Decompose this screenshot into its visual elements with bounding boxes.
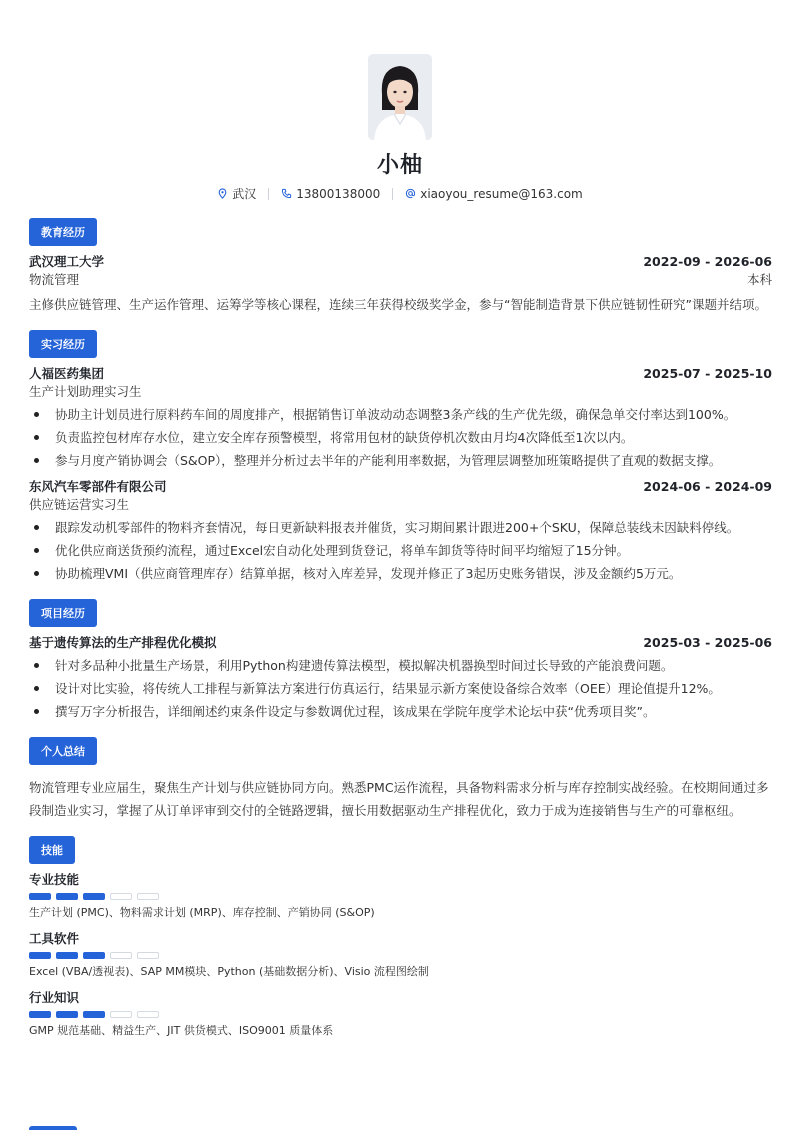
skills-section bbox=[29, 836, 772, 1038]
degree: 本科 bbox=[746, 272, 772, 287]
section-title-skills: 技能 bbox=[29, 836, 75, 864]
skill-level-filled bbox=[56, 952, 78, 959]
internship-role bbox=[29, 383, 772, 401]
list-item: 协助梳理VMI（供应商管理库存）结算单据，核对入库差异，发现并修正了3起历史账务错误，涉及金额约5万元。 bbox=[29, 562, 772, 585]
divider bbox=[268, 188, 269, 200]
list-item: 协助主计划员进行原料药车间的周度排产，根据销售订单波动动态调整3条产线的生产优先级，确保急单交付率达到100%。 bbox=[29, 403, 772, 426]
contact-email[interactable] bbox=[405, 187, 583, 201]
skill-level-empty bbox=[137, 952, 159, 959]
internship-role bbox=[29, 496, 772, 514]
project-section bbox=[29, 599, 772, 723]
section-title-project: 项目经历 bbox=[29, 599, 97, 627]
major: 物流管理 bbox=[29, 272, 80, 287]
skills-list bbox=[29, 871, 772, 1038]
contact-phone bbox=[281, 187, 380, 201]
section-title-internship: 实习经历 bbox=[29, 330, 97, 358]
company-name: 东风汽车零部件有限公司 bbox=[29, 479, 167, 494]
skill-level-empty bbox=[110, 952, 132, 959]
phone-text: 13800138000 bbox=[296, 186, 381, 201]
resume-header bbox=[0, 54, 800, 202]
project-header bbox=[29, 634, 772, 652]
summary-section bbox=[29, 737, 772, 822]
role-text: 生产计划助理实习生 bbox=[29, 384, 142, 399]
skill-name: 工具软件 bbox=[29, 931, 80, 946]
list-item: 针对多品种小批量生产场景，利用Python构建遗传算法模型，模拟解决机器换型时间过长导致的产能浪费问题。 bbox=[29, 654, 772, 677]
candidate-name: 小柚 bbox=[376, 153, 423, 178]
section-title-summary: 个人总结 bbox=[29, 737, 97, 765]
project-name: 基于遗传算法的生产排程优化模拟 bbox=[29, 635, 217, 650]
phone-icon bbox=[281, 188, 292, 199]
location-pin-icon bbox=[217, 188, 228, 199]
education-section bbox=[29, 218, 772, 316]
skill-level-meter bbox=[29, 1011, 772, 1018]
skill-name: 专业技能 bbox=[29, 872, 80, 887]
skill-level-filled bbox=[56, 893, 78, 900]
avatar-portrait bbox=[368, 54, 432, 140]
list-item: 参与月度产销协调会（S&OP），整理并分析过去半年的产能利用率数据，为管理层调整加班策略提供了直观的数据支撑。 bbox=[29, 449, 772, 472]
skill-description: 生产计划 (PMC)、物料需求计划 (MRP)、库存控制、产销协同 (S&OP) bbox=[29, 906, 375, 919]
list-item: 设计对比实验，将传统人工排程与新算法方案进行仿真运行，结果显示新方案使设备综合效率（OEE）理论值提升12%。 bbox=[29, 677, 772, 700]
skill-level-meter bbox=[29, 893, 772, 900]
education-header bbox=[29, 253, 772, 271]
skill-item bbox=[29, 930, 772, 979]
location-text: 武汉 bbox=[232, 187, 257, 201]
internship-header bbox=[29, 478, 772, 496]
role-text: 供应链运营实习生 bbox=[29, 497, 130, 512]
skill-level-filled bbox=[83, 952, 105, 959]
list-item: 撰写万字分析报告，详细阐述约束条件设定与参数调优过程，该成果在学院年度学术论坛中获“优秀项目奖”。 bbox=[29, 700, 772, 723]
email-text[interactable]: xiaoyou_resume@163.com bbox=[420, 186, 583, 201]
skill-level-empty bbox=[137, 1011, 159, 1018]
internship-bullets bbox=[29, 516, 772, 585]
skill-level-filled bbox=[29, 893, 51, 900]
project-period: 2025-03 - 2025-06 bbox=[643, 635, 772, 650]
list-item: 跟踪发动机零部件的物料齐套情况，每日更新缺料报表并催货，实习期间累计跟进200+个SKU，保障总装线未因缺料停线。 bbox=[29, 516, 772, 539]
internship-period: 2025-07 - 2025-10 bbox=[643, 366, 772, 381]
company-name: 人福医药集团 bbox=[29, 366, 105, 381]
internship-header bbox=[29, 365, 772, 383]
education-description: 主修供应链管理、生产运作管理、运筹学等核心课程，连续三年获得校级奖学金，参与“智能制造背景下供应链韧性研究”课题并结项。 bbox=[29, 297, 767, 312]
skill-level-meter bbox=[29, 952, 772, 959]
education-subrow bbox=[29, 271, 772, 289]
skill-level-filled bbox=[56, 1011, 78, 1018]
internship-entry bbox=[29, 478, 772, 585]
avatar bbox=[368, 54, 432, 140]
skill-name: 行业知识 bbox=[29, 990, 80, 1005]
skill-description: Excel (VBA/透视表)、SAP MM模块、Python (基础数据分析)、Visio 流程图绘制 bbox=[29, 965, 429, 978]
school-name: 武汉理工大学 bbox=[29, 254, 105, 269]
project-bullets bbox=[29, 654, 772, 723]
resume-body bbox=[29, 218, 772, 1052]
contact-bar bbox=[0, 185, 800, 202]
internship-entry bbox=[29, 365, 772, 472]
section-title-education: 教育经历 bbox=[29, 218, 97, 246]
internship-period: 2024-06 - 2024-09 bbox=[643, 479, 772, 494]
skill-level-filled bbox=[29, 1011, 51, 1018]
internship-bullets bbox=[29, 403, 772, 472]
contact-location bbox=[217, 185, 256, 202]
skill-level-empty bbox=[110, 1011, 132, 1018]
internship-section bbox=[29, 330, 772, 585]
skill-item bbox=[29, 989, 772, 1038]
skill-level-filled bbox=[29, 952, 51, 959]
summary-text: 物流管理专业应届生，聚焦生产计划与供应链协同方向。熟悉PMC运作流程，具备物料需求分析与库存控制实战经验。在校期间通过多段制造业实习，掌握了从订单评审到交付的全链路逻辑，擅长用数据驱动生产排程优化，致力于成为连接销售与生产的可靠枢纽。 bbox=[29, 780, 769, 818]
skill-description: GMP 规范基础、精益生产、JIT 供货模式、ISO9001 质量体系 bbox=[29, 1024, 334, 1037]
skill-level-filled bbox=[83, 893, 105, 900]
skill-level-empty bbox=[137, 893, 159, 900]
skill-level-empty bbox=[110, 893, 132, 900]
list-item: 优化供应商送货预约流程，通过Excel宏自动化处理到货登记，将单车卸货等待时间平均缩短了15分钟。 bbox=[29, 539, 772, 562]
next-section-pill bbox=[29, 1126, 77, 1130]
skill-level-filled bbox=[83, 1011, 105, 1018]
at-sign-icon bbox=[405, 188, 416, 199]
education-period: 2022-09 - 2026-06 bbox=[643, 254, 772, 269]
divider bbox=[392, 188, 393, 200]
list-item: 负责监控包材库存水位，建立安全库存预警模型，将常用包材的缺货停机次数由月均4次降低至1次以内。 bbox=[29, 426, 772, 449]
skill-item bbox=[29, 871, 772, 920]
